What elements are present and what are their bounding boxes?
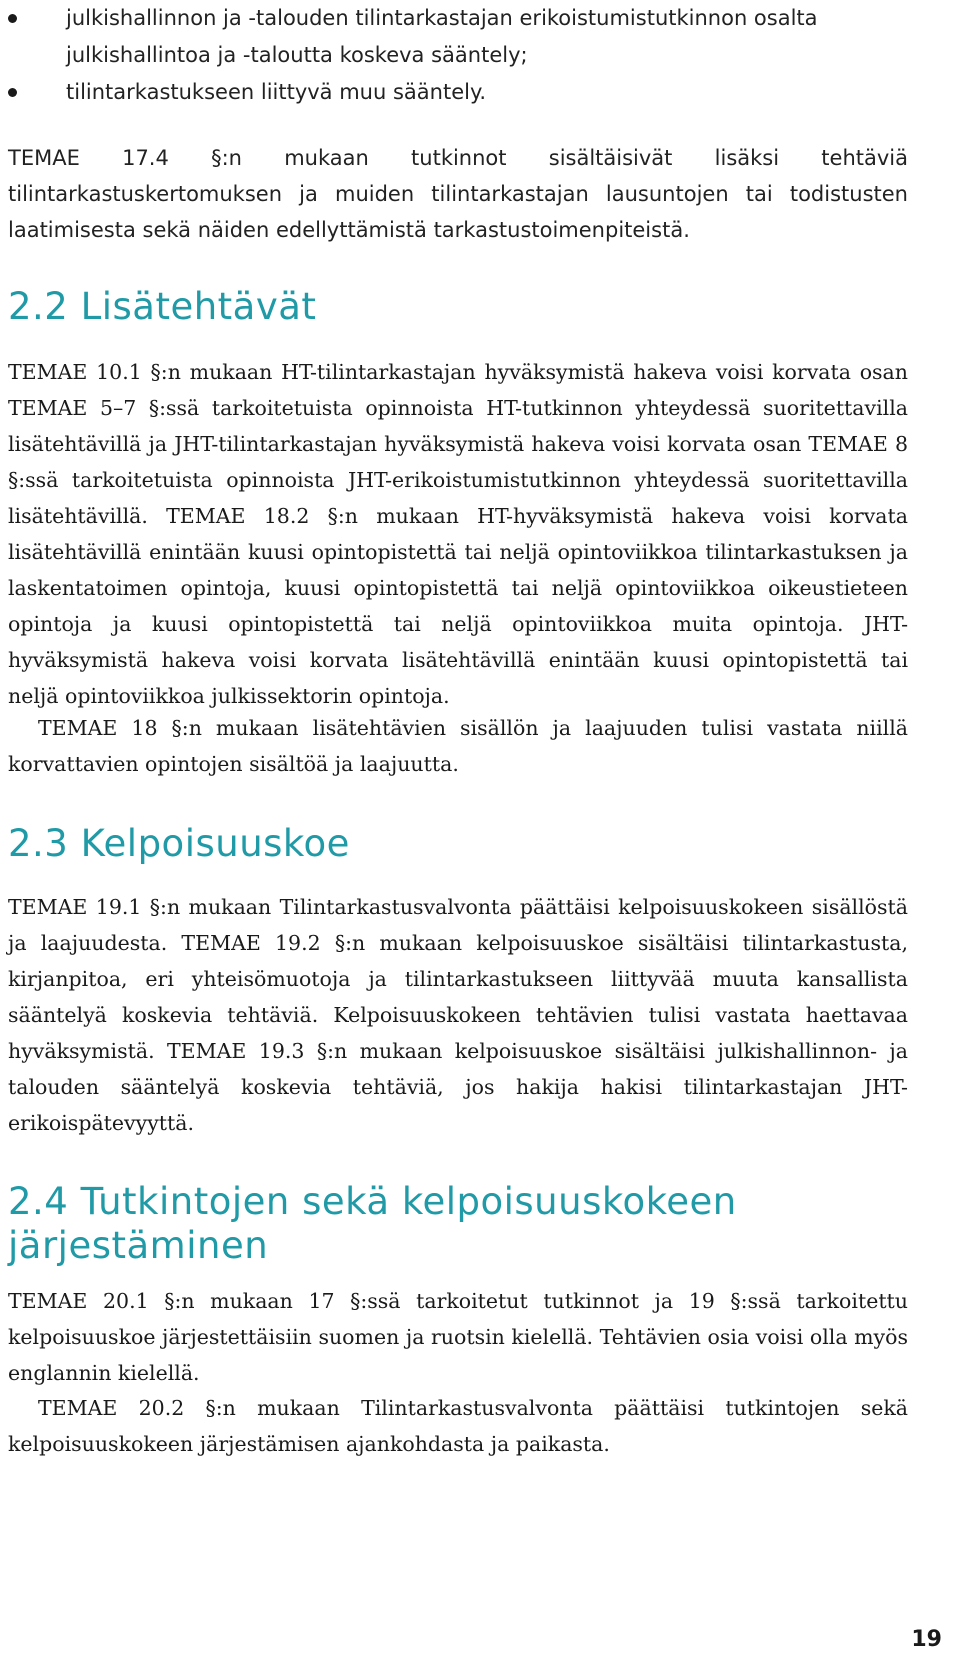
bullet-dot-icon — [8, 14, 17, 23]
intro-paragraph: TEMAE 17.4 §:n mukaan tutkinnot sisältäisivät lisäksi tehtäviä tilintarkastuskertomuksen ja muiden tilintarkastajan lausuntojen tai todistusten laatimisesta sekä näiden edellyttämistä tarkastustoimenpiteistä. — [8, 146, 908, 242]
bullet-list — [8, 0, 908, 111]
section-2-4-paragraph: TEMAE 20.2 §:n mukaan Tilintarkastusvalvonta päättäisi tutkintojen sekä kelpoisuuskokeen järjestämisen ajankohdasta ja paikasta. — [8, 1396, 908, 1456]
section-heading-2-2: 2.2 Lisätehtävät — [8, 285, 317, 328]
bullet-dot-icon — [8, 88, 17, 97]
heading-line: 2.4 Tutkintojen sekä kelpoisuuskokeen — [8, 1180, 737, 1223]
bullet-item — [8, 74, 908, 111]
bullet-item — [8, 0, 908, 74]
section-2-2-paragraph: TEMAE 10.1 §:n mukaan HT-tilintarkastajan hyväksymistä hakeva voisi korvata osan TEMAE 5–7 §:ssä tarkoitetuista opinnoista HT-tutkinnon yhteydessä suoritettavilla lisätehtävillä ja JHT-tilintarkastajan hyväksymistä hakeva voisi korvata osan TEMAE 8 §:ssä tarkoitetuista opinnoista JHT-erikoistumistutkinnon yhteydessä suoritettavilla lisätehtävillä. TEMAE 18.2 §:n mukaan HT-hyväksymistä hakeva voisi korvata lisätehtävillä enintään kuusi opintopistettä tai neljä opintoviikkoa tilintarkastuksen ja laskentatoimen opintoja, kuusi opintopistettä tai neljä opintoviikkoa oikeustieteen opintoja ja kuusi opintopistettä tai neljä opintoviikkoa muita opintoja. JHT-hyväksymistä hakeva voisi korvata lisätehtävillä enintään kuusi opintopistettä tai neljä opintoviikkoa julkissektorin opintoja. — [8, 360, 908, 708]
heading-line: järjestäminen — [8, 1224, 269, 1267]
section-2-3-paragraph: TEMAE 19.1 §:n mukaan Tilintarkastusvalvonta päättäisi kelpoisuuskokeen sisällöstä ja laajuudesta. TEMAE 19.2 §:n mukaan kelpoisuuskoe sisältäisi tilintarkastusta, kirjanpitoa, eri yhteisömuotoja ja tilintarkastukseen liittyvää muuta kansallista sääntelyä koskevia tehtäviä. Kelpoisuuskokeen tehtävien tulisi vastata haettavaa hyväksymistä. TEMAE 19.3 §:n mukaan kelpoisuuskoe sisältäisi julkishallinnon- ja talouden sääntelyä koskevia tehtäviä, jos hakija hakisi tilintarkastajan JHT-erikoispätevyyttä. — [8, 895, 908, 1135]
page-number: 19 — [911, 1627, 942, 1652]
section-2-4-paragraph: TEMAE 20.1 §:n mukaan 17 §:ssä tarkoitetut tutkinnot ja 19 §:ssä tarkoitettu kelpoisuuskoe järjestettäisiin suomen ja ruotsin kielellä. Tehtävien osia voisi olla myös englannin kielellä. — [8, 1289, 908, 1385]
bullet-text: tilintarkastukseen liittyvä muu sääntely. — [66, 80, 487, 104]
section-heading-2-4 — [8, 1180, 737, 1268]
section-heading-2-3: 2.3 Kelpoisuuskoe — [8, 822, 350, 865]
section-2-2-paragraph: TEMAE 18 §:n mukaan lisätehtävien sisällön ja laajuuden tulisi vastata niillä korvattavien opintojen sisältöä ja laajuutta. — [8, 716, 908, 776]
bullet-text: julkishallinnon ja -talouden tilintarkastajan erikoistumistutkinnon osalta julkishallintoa ja -taloutta koskeva sääntely; — [66, 6, 818, 67]
